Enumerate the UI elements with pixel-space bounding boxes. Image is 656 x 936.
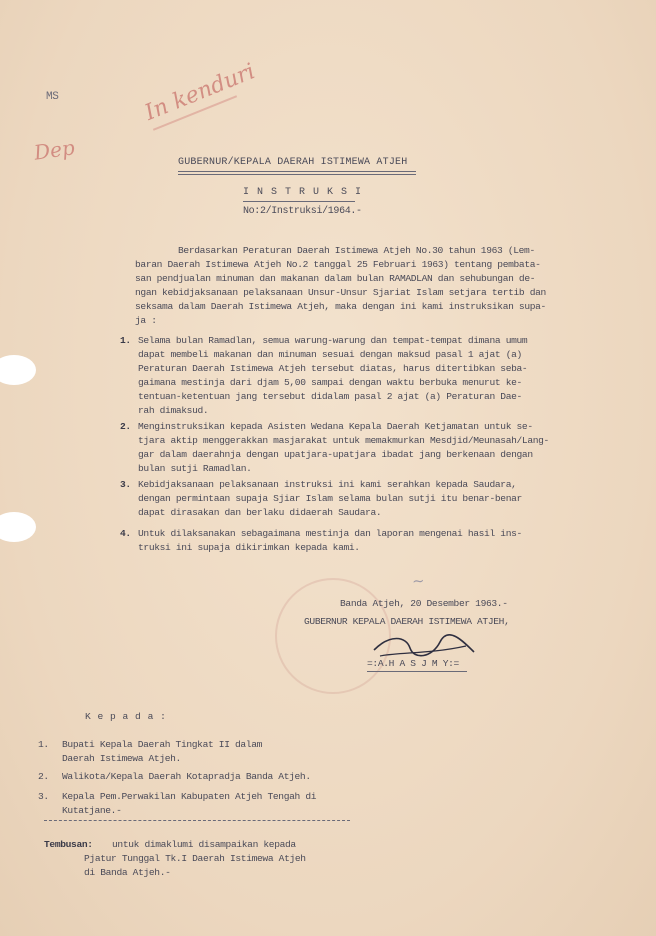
- preamble-line: ngan kebidjaksanaan pelaksanaan Unsur-Unsur Sjariat Islam setjara tertib dan: [135, 287, 546, 298]
- item-line: gaimana mestinja dari djam 5,00 sampai dengan waktu berbuka menurut ke-: [138, 377, 522, 388]
- item-line: Untuk dilaksanakan sebagaimana mestinja dan laporan mengenai hasil ins-: [138, 528, 522, 539]
- item-line: tentuan-ketentuan jang tersebut didalam pasal 2 ajat (a) Peraturan Dae-: [138, 391, 522, 402]
- item-line: Selama bulan Ramadlan, semua warung-warung dan tempat-tempat dimana umum: [138, 335, 528, 346]
- document-number: No:2/Instruksi/1964.-: [243, 206, 362, 217]
- item-number: 4.: [120, 528, 131, 539]
- corner-code: MS: [46, 91, 59, 103]
- item-number: 3.: [120, 479, 131, 490]
- item-line: Kebidjaksanaan pelaksanaan instruksi ini kami serahkan kepada Saudara,: [138, 479, 517, 490]
- handwritten-disposition-note: In kenduri: [141, 59, 259, 126]
- item-line: dengan permintaan supaja Sjiar Islam selama bulan sutji itu benar-benar: [138, 493, 522, 504]
- recipients-divider: [44, 820, 350, 821]
- tembusan-line: di Banda Atjeh.-: [84, 867, 171, 878]
- handwritten-paraf: ~: [411, 571, 426, 591]
- item-line: truksi ini supaja dikirimkan kepada kami.: [138, 542, 360, 553]
- preamble-line: seksama dalam Daerah Istimewa Atjeh, maka dengan ini kami instruksikan supa-: [135, 301, 546, 312]
- tembusan-label: Tembusan:: [44, 839, 93, 850]
- handwritten-margin-note: Dep: [32, 135, 77, 165]
- header-underline-1: [178, 171, 416, 172]
- preamble-line: Berdasarkan Peraturan Daerah Istimewa Atjeh No.30 tahun 1963 (Lem-: [178, 245, 535, 256]
- recipients-heading: K e p a d a :: [85, 711, 167, 722]
- item-line: dapat dirasakan dan berlaku didaerah Saudara.: [138, 507, 382, 518]
- tembusan-line: untuk dimaklumi disampaikan kepada: [112, 839, 296, 850]
- punch-hole-bottom: [0, 512, 36, 542]
- item-line: tjara aktip menggerakkan masjarakat untuk memakmurkan Mesdjid/Meunasah/Lang-: [138, 435, 549, 446]
- recipient-number: 3.: [38, 791, 49, 802]
- recipient-line: Walikota/Kepala Daerah Kotapradja Banda Atjeh.: [62, 771, 311, 782]
- issuing-authority: GUBERNUR/KEPALA DAERAH ISTIMEWA ATJEH: [178, 157, 408, 168]
- preamble-line: ja :: [135, 315, 157, 326]
- item-line: dapat membeli makanan dan minuman sesuai dengan maksud pasal 1 ajat (a): [138, 349, 522, 360]
- item-line: rah dimaksud.: [138, 405, 209, 416]
- recipient-number: 2.: [38, 771, 49, 782]
- signatory-title: GUBERNUR KEPALA DAERAH ISTIMEWA ATJEH,: [304, 616, 510, 627]
- preamble-line: baran Daerah Istimewa Atjeh No.2 tanggal 25 Februari 1963) tentang pembata-: [135, 259, 541, 270]
- punch-hole-top: [0, 355, 36, 385]
- item-number: 2.: [120, 421, 131, 432]
- recipient-line: Kepala Pem.Perwakilan Kabupaten Atjeh Tengah di: [62, 791, 317, 802]
- signatory-name-underline: [367, 671, 467, 672]
- place-date: Banda Atjeh, 20 Desember 1963.-: [340, 598, 508, 609]
- recipient-number: 1.: [38, 739, 49, 750]
- tembusan-line: Pjatur Tunggal Tk.I Daerah Istimewa Atjeh: [84, 853, 306, 864]
- item-line: Menginstruksikan kepada Asisten Wedana Kepala Daerah Ketjamatan untuk se-: [138, 421, 533, 432]
- header-underline-2: [178, 174, 416, 175]
- item-line: bulan sutji Ramadlan.: [138, 463, 252, 474]
- recipient-line: Daerah Istimewa Atjeh.: [62, 753, 181, 764]
- signatory-name: =:A.H A S J M Y:=: [367, 658, 459, 669]
- recipient-line: Bupati Kepala Daerah Tingkat II dalam: [62, 739, 263, 750]
- doc-type-underline: [243, 201, 355, 202]
- document-type: I N S T R U K S I: [243, 187, 363, 198]
- recipient-line: Kutatjane.-: [62, 805, 122, 816]
- item-line: gar dalam daerahnja dengan upatjara-upatjara ibadat jang berkenaan dengan: [138, 449, 533, 460]
- item-number: 1.: [120, 335, 131, 346]
- item-line: Peraturan Daerah Istimewa Atjeh tersebut diatas, harus ditertibkan seba-: [138, 363, 528, 374]
- preamble-line: san pendjualan minuman dan makanan dalam bulan RAMADLAN dan sehubungan de-: [135, 273, 536, 284]
